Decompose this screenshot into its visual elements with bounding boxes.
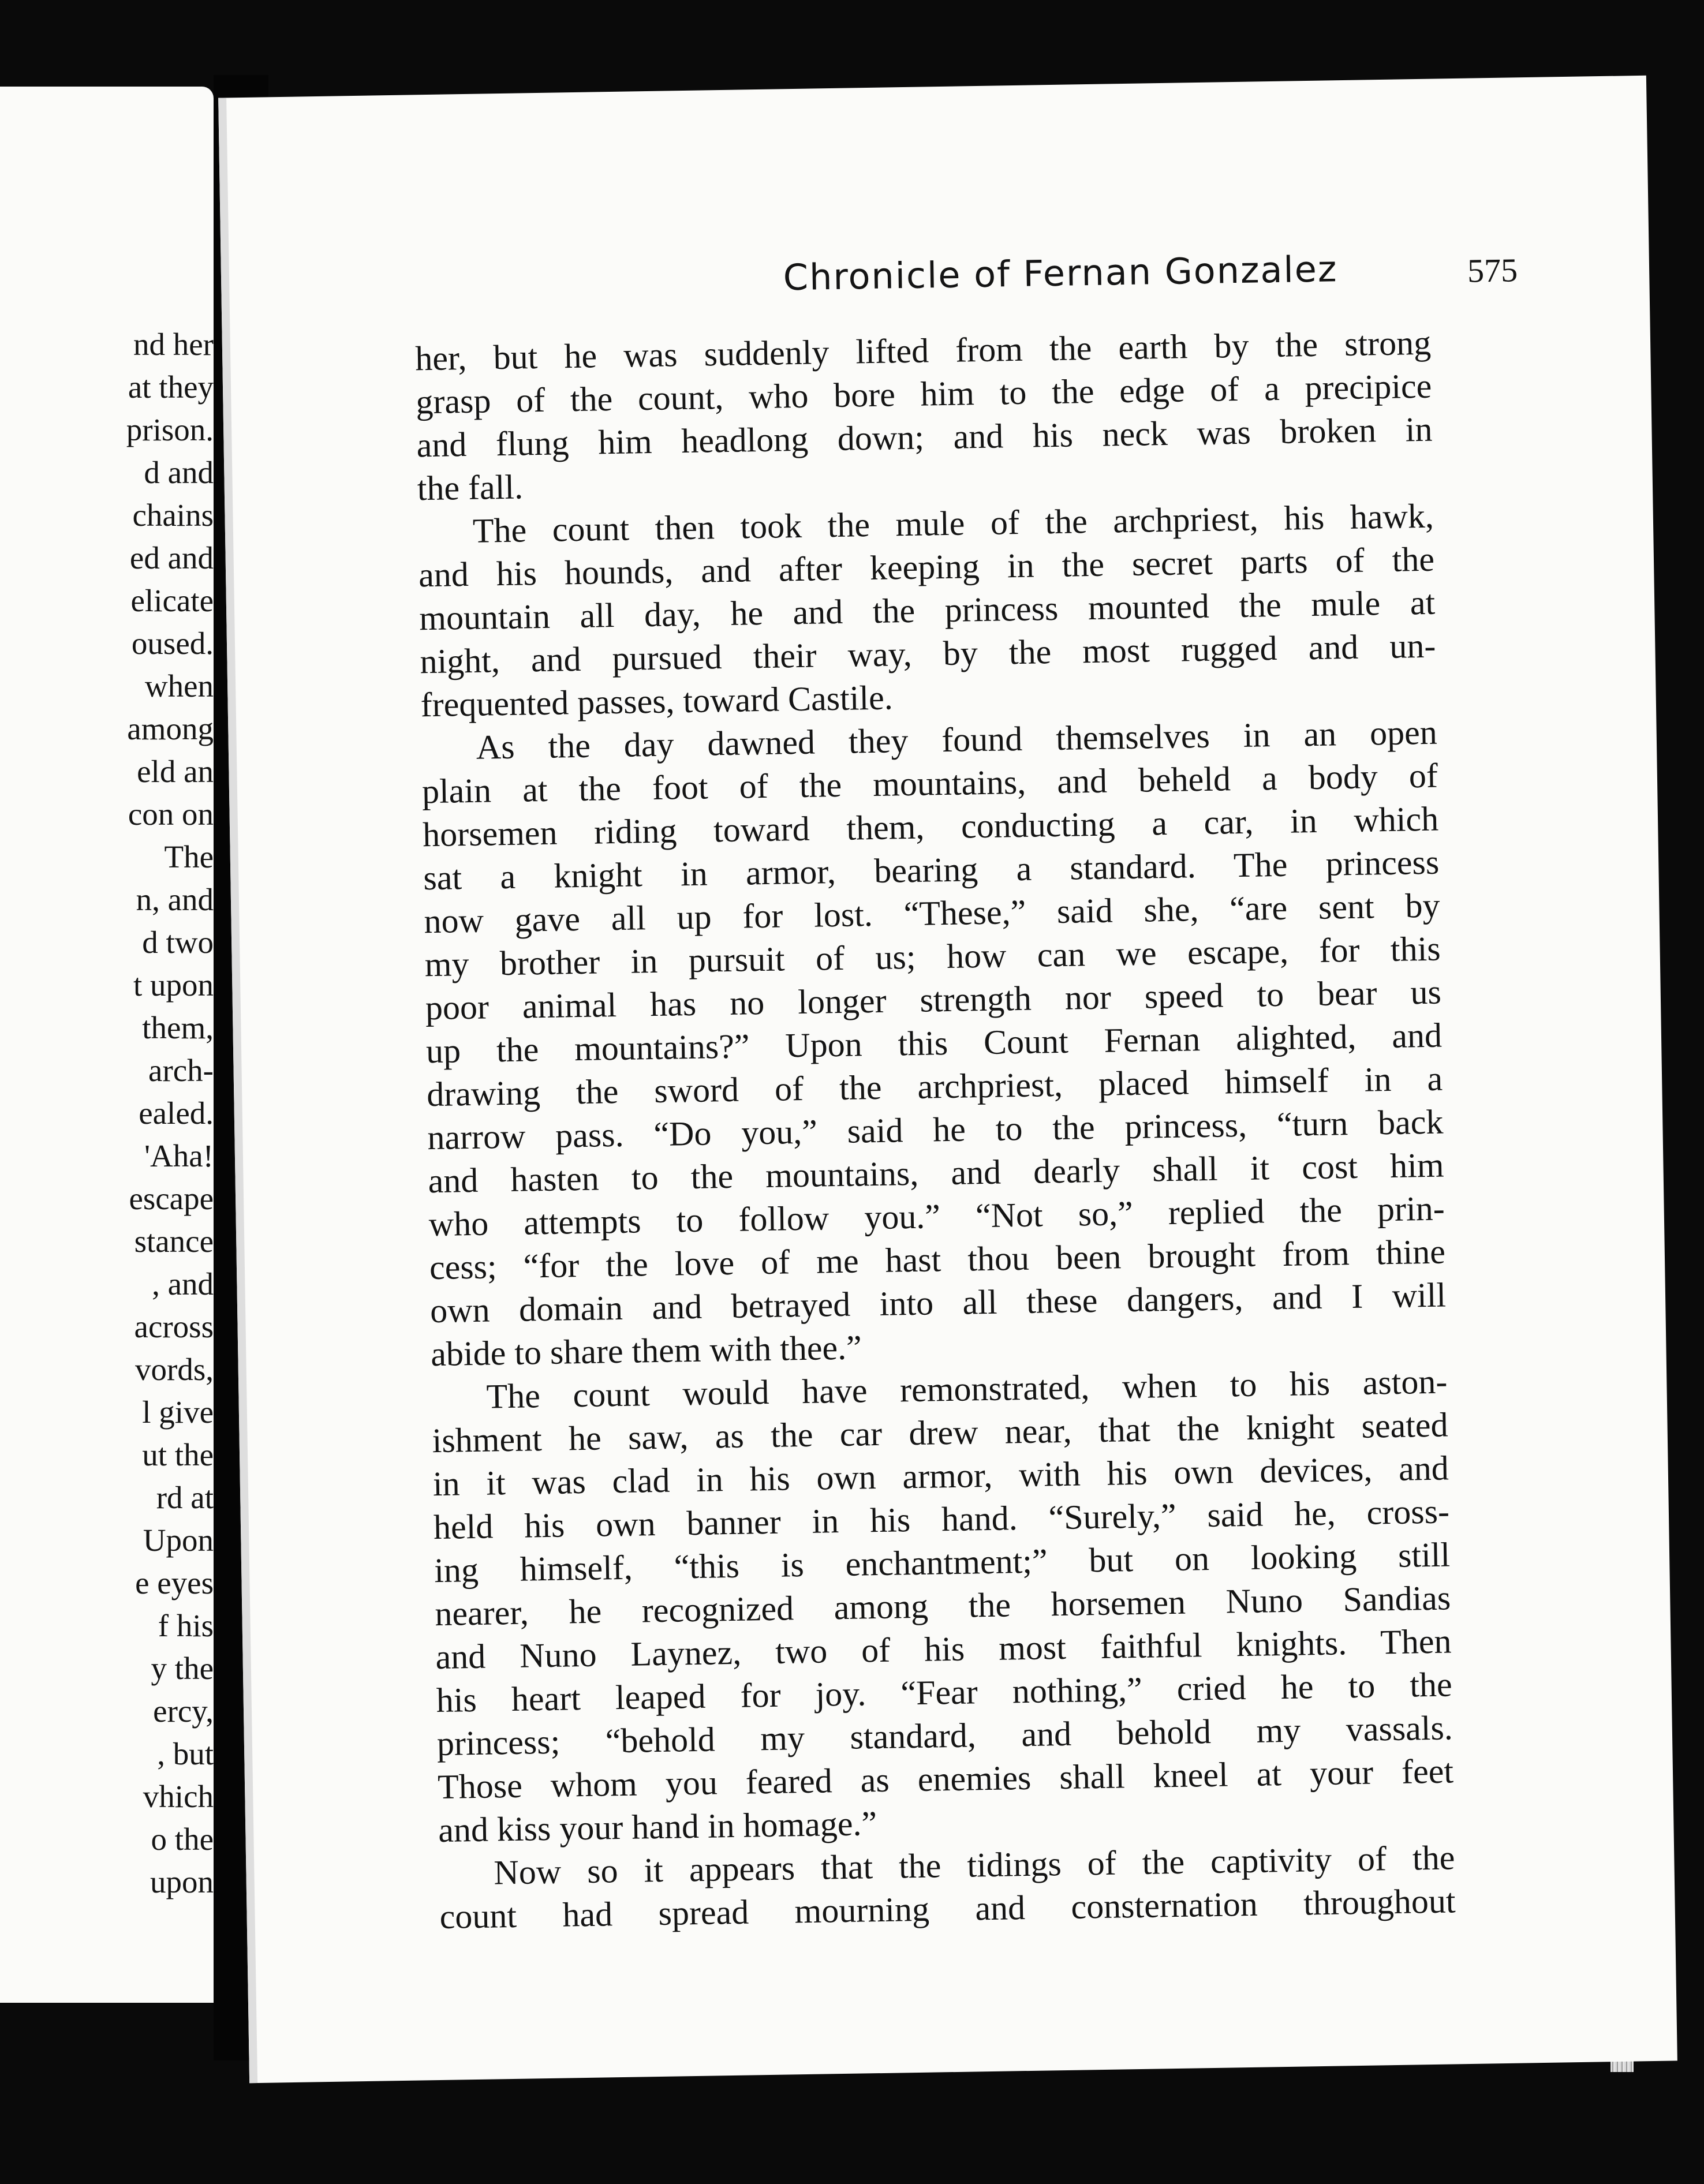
text-line: plain at the foot of the mountains, and beheld a body of <box>421 756 1438 811</box>
left-text-line: d two <box>142 925 214 960</box>
text-line: As the day dawned they found themselves in an open <box>476 713 1438 766</box>
text-line: sat a knight in armor, bearing a standard. The princess <box>423 843 1440 897</box>
text-line: ing himself, “this is enchantment;” but on looking still <box>434 1535 1451 1590</box>
text-line: drawing the sword of the archpriest, placed himself in a <box>426 1059 1443 1114</box>
text-line: and hasten to the mountains, and dearly shall it cost him <box>428 1146 1444 1201</box>
left-text-line: 'Aha! <box>144 1138 214 1173</box>
left-text-line: ercy, <box>153 1693 214 1729</box>
left-text-line: oused. <box>131 626 214 661</box>
text-line: poor animal has no longer strength nor speed to bear us <box>425 973 1442 1027</box>
left-text-line: them, <box>142 1010 214 1045</box>
left-text-line: elicate <box>130 583 214 618</box>
text-line: The count would have remonstrated, when to his aston- <box>486 1362 1448 1416</box>
left-text-line: con on <box>128 796 214 832</box>
text-line: cess; “for the love of me hast thou been brought from thine <box>429 1232 1446 1287</box>
left-text-line: vhich <box>143 1779 214 1814</box>
left-text-line: ut the <box>142 1437 214 1472</box>
right-page <box>218 76 1677 2083</box>
text-line: The count then took the mule of the archpriest, his hawk, <box>472 496 1434 550</box>
left-text-line: n, and <box>136 882 214 917</box>
left-text-line: at they <box>128 369 214 405</box>
left-text-line: ed and <box>129 540 214 575</box>
text-line: Those whom you feared as enemies shall kneel at your feet <box>437 1752 1454 1807</box>
text-line: her, but he was suddenly lifted from the earth by the strong <box>414 323 1432 378</box>
left-text-line: prison. <box>126 412 214 447</box>
page-number: 575 <box>1467 251 1518 290</box>
text-line: own domain and betrayed into all these dangers, and I will <box>429 1276 1447 1330</box>
text-line: my brother in pursuit of us; how can we escape, for this <box>424 929 1441 984</box>
text-line: grasp of the count, who bore him to the edge of a precipice <box>415 367 1432 421</box>
left-text-line: o the <box>151 1822 214 1857</box>
text-line: his heart leaped for joy. “Fear nothing,” cried he to the <box>436 1665 1453 1720</box>
left-text-line: Upon <box>143 1523 214 1558</box>
text-line: horsemen riding toward them, conducting a car, in which <box>422 799 1439 854</box>
left-text-line: The <box>164 839 214 874</box>
left-text-line: eld an <box>137 754 214 789</box>
text-line: frequented passes, toward Castile. <box>420 678 894 724</box>
left-text-line: y the <box>151 1651 214 1686</box>
left-text-line: , and <box>152 1266 214 1302</box>
text-line: up the mountains?” Upon this Count Fernan alighted, and <box>425 1016 1443 1071</box>
text-line: mountain all day, he and the princess mounted the mule at <box>418 583 1436 638</box>
text-line: and kiss your hand in homage.” <box>438 1804 877 1850</box>
text-line: princess; “behold my standard, and behold my vassals. <box>436 1708 1453 1763</box>
left-text-line: e eyes <box>135 1565 214 1600</box>
text-line: count had spread mourning and consternation throughout <box>439 1882 1456 1936</box>
left-facing-page <box>0 87 214 2003</box>
text-line: held his own banner in his hand. “Surely,” said he, cross- <box>433 1492 1450 1547</box>
left-text-line: l give <box>142 1394 214 1430</box>
left-text-line: chains <box>132 498 214 533</box>
left-text-line: arch- <box>148 1053 214 1088</box>
running-head: Chronicle of Fernan Gonzalez <box>783 248 1338 299</box>
left-text-line: escape <box>129 1181 214 1216</box>
left-text-line: ealed. <box>139 1095 214 1131</box>
text-line: and Nuno Laynez, two of his most faithful knights. Then <box>435 1622 1452 1677</box>
left-page-text <box>0 323 214 1903</box>
left-text-line: among <box>127 711 214 746</box>
text-line: abide to share them with thee.” <box>430 1328 862 1374</box>
text-line: who attempts to follow you.” “Not so,” replied the prin- <box>428 1189 1445 1244</box>
text-line: nearer, he recognized among the horsemen Nuno Sandias <box>434 1579 1451 1633</box>
text-line: now gave all up for lost. “These,” said she, “are sent by <box>424 886 1440 941</box>
body-text <box>415 321 1456 1939</box>
left-text-line: across <box>134 1309 214 1344</box>
left-text-line: rd at <box>156 1480 214 1515</box>
left-text-line: f his <box>158 1608 214 1643</box>
text-line: ishment he saw, as the car drew near, that the knight seated <box>432 1405 1449 1460</box>
text-line: night, and pursued their way, by the most rugged and un- <box>420 626 1436 681</box>
left-text-line: when <box>144 668 214 704</box>
text-line: Now so it appears that the tidings of the captivity of the <box>493 1838 1455 1892</box>
left-text-line: nd her <box>133 327 214 362</box>
left-text-line: vords, <box>135 1352 214 1387</box>
left-text-line: t upon <box>133 967 214 1003</box>
text-line: and his hounds, and after keeping in the secret parts of the <box>418 540 1435 594</box>
text-line: the fall. <box>417 468 524 508</box>
text-line: narrow pass. “Do you,” said he to the princess, “turn back <box>427 1102 1444 1157</box>
left-text-line: stance <box>134 1224 214 1259</box>
text-line: in it was clad in his own armor, with his own devices, and <box>432 1449 1449 1504</box>
left-text-line: upon <box>150 1864 214 1899</box>
text-line: and flung him headlong down; and his neck was broken in <box>416 410 1433 465</box>
left-text-line: , but <box>157 1736 214 1771</box>
left-text-line: d and <box>144 455 214 490</box>
